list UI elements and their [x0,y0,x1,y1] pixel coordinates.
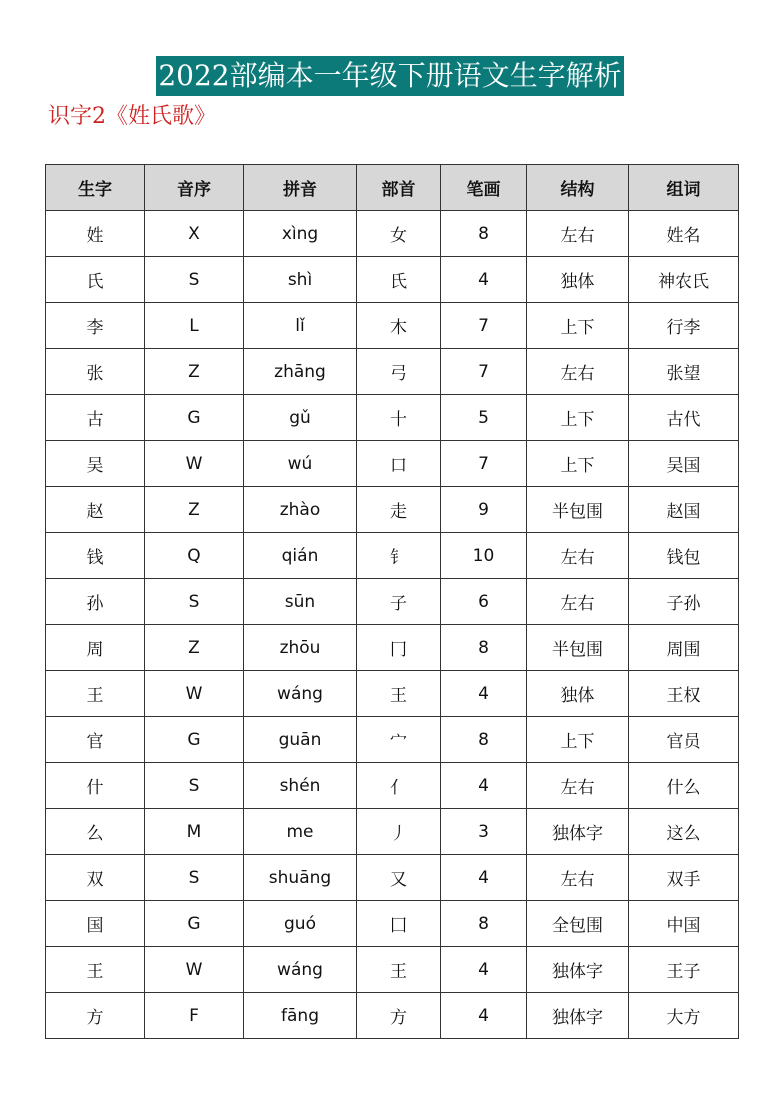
table-row [46,487,739,533]
table-row [46,533,739,579]
cell-radical: 十 [357,395,441,441]
cell-initial: W [145,671,244,717]
cell-structure: 左右 [527,211,629,257]
cell-char: 什 [46,763,145,809]
cell-radical: 口 [357,441,441,487]
cell-strokes: 7 [441,441,527,487]
cell-char: 赵 [46,487,145,533]
cell-structure: 全包围 [527,901,629,947]
column-header-pinyin: 拼音 [244,165,357,211]
table-row [46,947,739,993]
cell-radical: 木 [357,303,441,349]
cell-strokes: 6 [441,579,527,625]
cell-pinyin: gǔ [244,395,357,441]
cell-word: 双手 [629,855,739,901]
cell-initial: Z [145,625,244,671]
cell-word: 子孙 [629,579,739,625]
cell-structure: 半包围 [527,625,629,671]
column-header-strokes: 笔画 [441,165,527,211]
cell-structure: 上下 [527,395,629,441]
cell-word: 吴国 [629,441,739,487]
cell-strokes: 7 [441,349,527,395]
cell-pinyin: zhāng [244,349,357,395]
table-header-row [46,165,739,211]
cell-char: 姓 [46,211,145,257]
cell-structure: 左右 [527,763,629,809]
cell-initial: Q [145,533,244,579]
table-row [46,809,739,855]
cell-char: 氏 [46,257,145,303]
cell-structure: 左右 [527,579,629,625]
table-row [46,717,739,763]
cell-pinyin: qián [244,533,357,579]
cell-char: 古 [46,395,145,441]
cell-char: 王 [46,671,145,717]
cell-strokes: 4 [441,257,527,303]
cell-structure: 左右 [527,533,629,579]
table-row [46,349,739,395]
cell-radical: 囗 [357,901,441,947]
cell-radical: 走 [357,487,441,533]
cell-initial: W [145,947,244,993]
table-body [46,211,739,1039]
cell-word: 大方 [629,993,739,1039]
cell-char: 官 [46,717,145,763]
cell-char: 张 [46,349,145,395]
cell-strokes: 9 [441,487,527,533]
cell-word: 神农氏 [629,257,739,303]
table-row [46,671,739,717]
cell-structure: 上下 [527,717,629,763]
cell-word: 这么 [629,809,739,855]
table-row [46,625,739,671]
cell-pinyin: wáng [244,947,357,993]
cell-char: 方 [46,993,145,1039]
cell-radical: 亻 [357,763,441,809]
column-header-word: 组词 [629,165,739,211]
cell-structure: 上下 [527,303,629,349]
cell-pinyin: me [244,809,357,855]
cell-word: 中国 [629,901,739,947]
cell-strokes: 8 [441,211,527,257]
cell-word: 姓名 [629,211,739,257]
column-header-structure: 结构 [527,165,629,211]
table-row [46,901,739,947]
cell-radical: 子 [357,579,441,625]
cell-word: 古代 [629,395,739,441]
cell-initial: F [145,993,244,1039]
cell-char: 孙 [46,579,145,625]
cell-pinyin: zhōu [244,625,357,671]
cell-word: 行李 [629,303,739,349]
cell-word: 周围 [629,625,739,671]
cell-radical: 女 [357,211,441,257]
character-table [45,164,739,1039]
cell-initial: G [145,395,244,441]
cell-pinyin: wú [244,441,357,487]
cell-structure: 左右 [527,855,629,901]
table-row [46,763,739,809]
cell-pinyin: guó [244,901,357,947]
cell-char: 国 [46,901,145,947]
column-header-radical: 部首 [357,165,441,211]
cell-pinyin: guān [244,717,357,763]
cell-strokes: 4 [441,671,527,717]
cell-strokes: 4 [441,993,527,1039]
cell-initial: S [145,579,244,625]
cell-radical: 钅 [357,533,441,579]
cell-initial: X [145,211,244,257]
cell-radical: 王 [357,947,441,993]
cell-pinyin: fāng [244,993,357,1039]
cell-word: 钱包 [629,533,739,579]
cell-initial: Z [145,487,244,533]
cell-structure: 半包围 [527,487,629,533]
cell-initial: S [145,257,244,303]
cell-radical: 王 [357,671,441,717]
cell-pinyin: lǐ [244,303,357,349]
cell-radical: 宀 [357,717,441,763]
cell-radical: 弓 [357,349,441,395]
table-row [46,579,739,625]
cell-initial: W [145,441,244,487]
cell-pinyin: shuāng [244,855,357,901]
cell-radical: 冂 [357,625,441,671]
lesson-subtitle: 识字2《姓氏歌》 [48,104,216,129]
cell-char: 钱 [46,533,145,579]
cell-initial: S [145,763,244,809]
table-row [46,441,739,487]
cell-char: 李 [46,303,145,349]
cell-strokes: 8 [441,717,527,763]
cell-initial: S [145,855,244,901]
cell-strokes: 4 [441,947,527,993]
column-header-initial: 音序 [145,165,244,211]
cell-strokes: 4 [441,855,527,901]
cell-initial: G [145,717,244,763]
table-row [46,303,739,349]
cell-char: 么 [46,809,145,855]
cell-word: 什么 [629,763,739,809]
cell-pinyin: shén [244,763,357,809]
cell-pinyin: zhào [244,487,357,533]
cell-word: 王子 [629,947,739,993]
cell-strokes: 7 [441,303,527,349]
cell-pinyin: shì [244,257,357,303]
table-row [46,395,739,441]
cell-initial: G [145,901,244,947]
cell-strokes: 10 [441,533,527,579]
cell-word: 官员 [629,717,739,763]
cell-char: 王 [46,947,145,993]
table-row [46,993,739,1039]
cell-structure: 独体字 [527,809,629,855]
cell-strokes: 8 [441,901,527,947]
cell-radical: 方 [357,993,441,1039]
cell-word: 张望 [629,349,739,395]
cell-char: 双 [46,855,145,901]
cell-radical: 又 [357,855,441,901]
cell-structure: 独体 [527,671,629,717]
cell-initial: M [145,809,244,855]
cell-char: 吴 [46,441,145,487]
cell-initial: L [145,303,244,349]
cell-structure: 独体 [527,257,629,303]
cell-structure: 上下 [527,441,629,487]
column-header-char: 生字 [46,165,145,211]
cell-structure: 独体字 [527,947,629,993]
table-row [46,257,739,303]
cell-strokes: 8 [441,625,527,671]
cell-radical: 氏 [357,257,441,303]
cell-structure: 独体字 [527,993,629,1039]
cell-word: 赵国 [629,487,739,533]
cell-char: 周 [46,625,145,671]
page-title: 2022部编本一年级下册语文生字解析 [156,56,624,96]
table-row [46,211,739,257]
cell-initial: Z [145,349,244,395]
cell-pinyin: wáng [244,671,357,717]
cell-pinyin: sūn [244,579,357,625]
cell-strokes: 4 [441,763,527,809]
cell-word: 王权 [629,671,739,717]
cell-structure: 左右 [527,349,629,395]
cell-pinyin: xìng [244,211,357,257]
cell-strokes: 3 [441,809,527,855]
cell-radical: 丿 [357,809,441,855]
cell-strokes: 5 [441,395,527,441]
table-row [46,855,739,901]
